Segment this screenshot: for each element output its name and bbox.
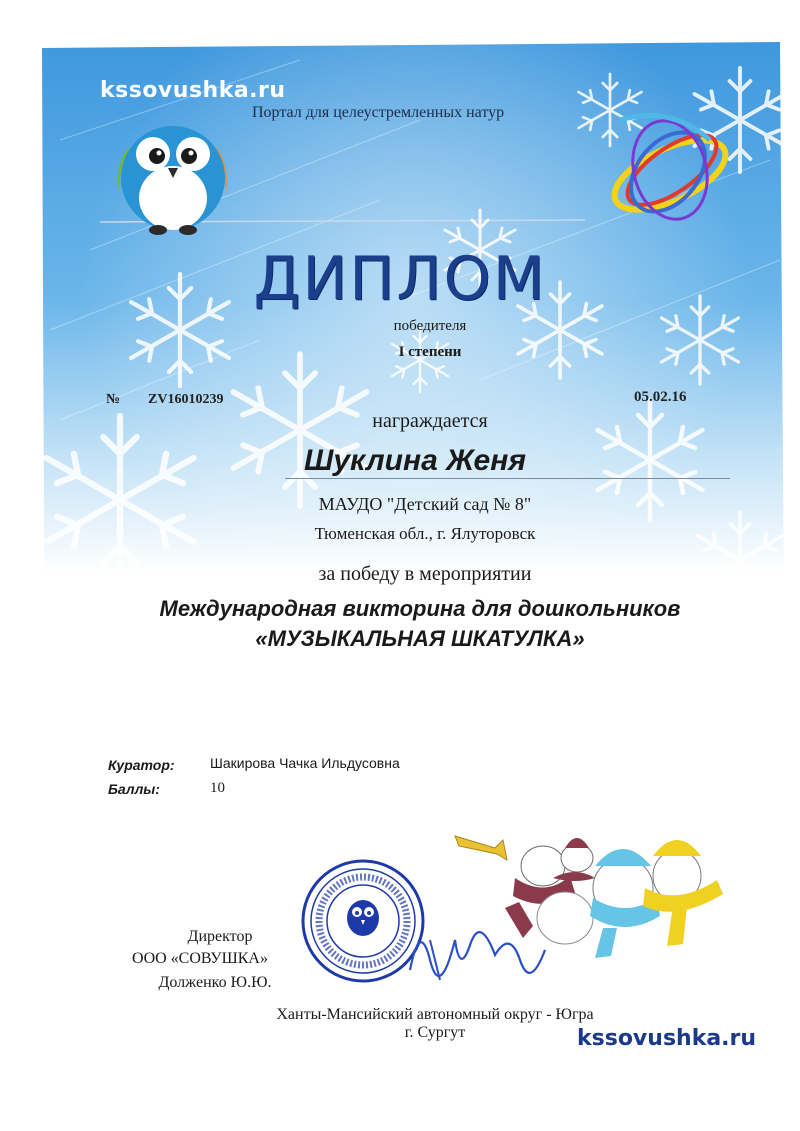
awarded-label: награждается xyxy=(372,410,488,432)
score-value: 10 xyxy=(210,780,225,796)
recipient-name: Шуклина Женя xyxy=(303,444,527,477)
brand-tagline: Портал для целеустремленных натур xyxy=(252,104,505,121)
recipient-organization: МАУДО "Детский сад № 8" xyxy=(318,494,532,514)
address-line2: г. Сургут xyxy=(404,1024,466,1041)
number-sign: № xyxy=(106,392,121,407)
director-role: Директор xyxy=(187,928,253,945)
recipient-region: Тюменская обл., г. Ялуторовск xyxy=(314,524,536,543)
diploma-date: 05.02.16 xyxy=(634,389,687,405)
name-underline xyxy=(285,478,730,479)
curator-value: Шакирова Чачка Ильдусовна xyxy=(210,755,400,771)
director-organization: ООО «СОВУШКА» xyxy=(132,950,268,967)
director-name: Долженко Ю.Ю. xyxy=(158,974,272,991)
winner-label: победителя xyxy=(393,318,467,334)
event-title-line1: Международная викторина для дошкольников xyxy=(159,596,681,621)
owl-logo-icon xyxy=(108,116,238,238)
brand-site-logo: kssovushka.ru xyxy=(100,78,286,103)
bottom-site-logo: kssovushka.ru xyxy=(577,1026,757,1051)
for-win-label: за победу в мероприятии xyxy=(318,563,532,585)
degree-label: I степени xyxy=(398,344,462,360)
diploma-number: ZV16010239 xyxy=(148,392,224,407)
event-title-line2: «МУЗЫКАЛЬНАЯ ШКАТУЛКА» xyxy=(255,626,585,651)
curator-label: Куратор: xyxy=(108,757,175,773)
address-line1: Ханты-Мансийский автономный округ - Югра xyxy=(276,1006,594,1023)
diploma-title: ДИПЛОМ xyxy=(253,244,547,314)
score-label: Баллы: xyxy=(108,781,160,797)
polar-bears-illustration xyxy=(445,818,730,960)
orbit-swirl-icon xyxy=(600,100,740,240)
